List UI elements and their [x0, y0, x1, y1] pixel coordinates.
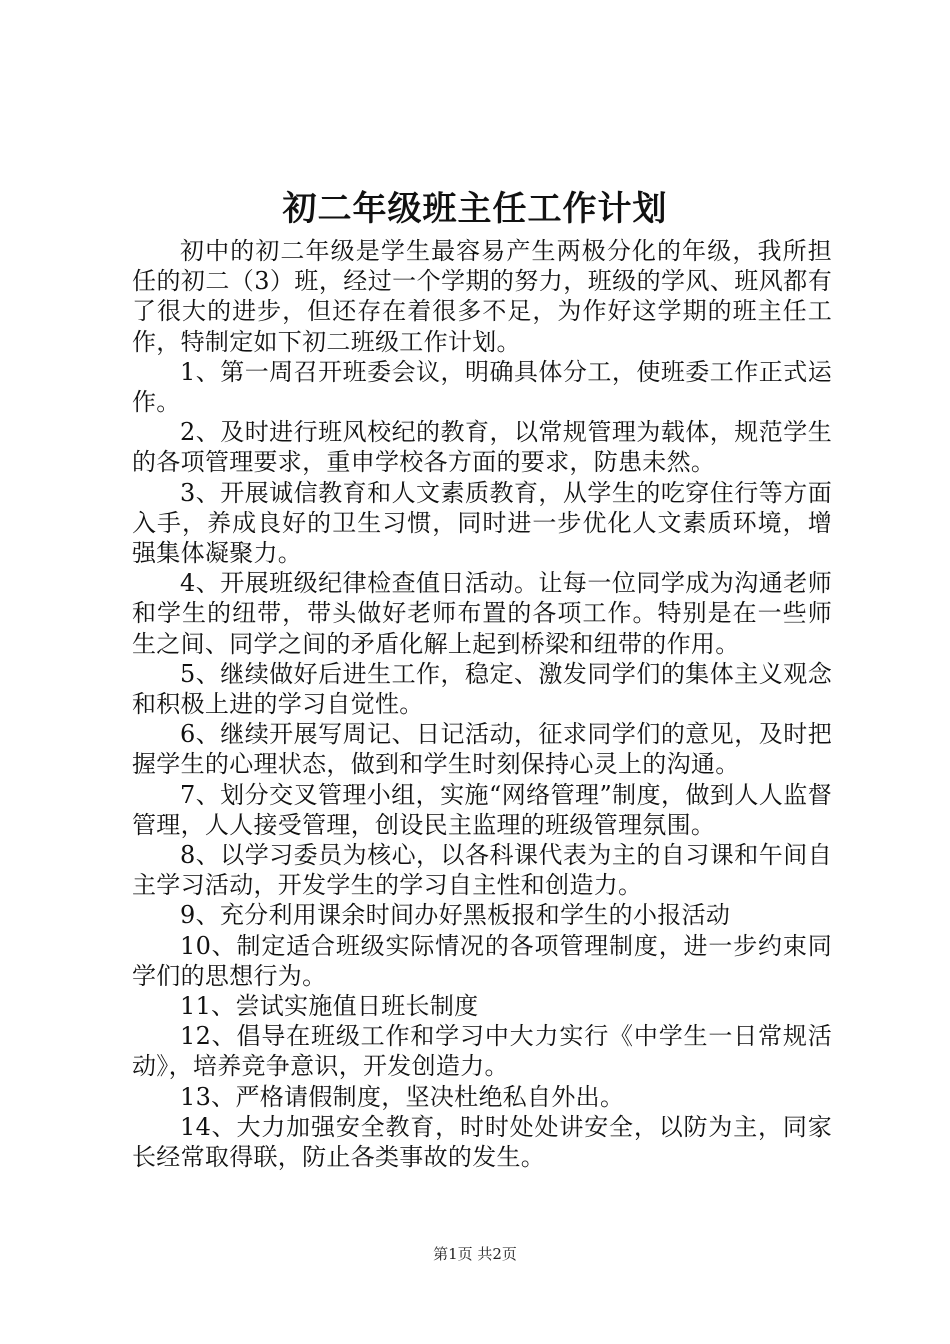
- document-body: [132, 236, 832, 1172]
- plan-item-14: 14、大力加强安全教育，时时处处讲安全，以防为主，同家长经常取得联，防止各类事故的发生。: [132, 1112, 832, 1172]
- plan-item-10: 10、制定适合班级实际情况的各项管理制度，进一步约束同学们的思想行为。: [132, 931, 832, 990]
- document-title: 初二年级班主任工作计划: [282, 189, 668, 229]
- plan-item-6: 6、继续开展写周记、日记活动，征求同学们的意见，及时把握学生的心理状态，做到和学生时刻保持心灵上的沟通。: [132, 720, 832, 779]
- page-number-footer: 第1页 共2页: [433, 1245, 517, 1263]
- plan-item-5: 5、继续做好后进生工作，稳定、激发同学们的集体主义观念和积极上进的学习自觉性。: [132, 659, 832, 719]
- plan-item-13: 13、严格请假制度，坚决杜绝私自外出。: [180, 1082, 625, 1111]
- plan-item-2: 2、及时进行班风校纪的教育，以常规管理为载体，规范学生的各项管理要求，重申学校各方面的要求，防患未然。: [132, 418, 832, 477]
- intro-paragraph: 初中的初二年级是学生最容易产生两极分化的年级，我所担任的初二（3）班，经过一个学期的努力，班级的学风、班风都有了很大的进步，但还存在着很多不足，为作好这学期的班主任工作，特制定如下初二班级工作计划。: [132, 237, 832, 356]
- plan-item-12: 12、倡导在班级工作和学习中大力实行《中学生一日常规活动》，培养竞争意识，开发创造力。: [132, 1022, 832, 1081]
- plan-item-4: 4、开展班级纪律检查值日活动。让每一位同学成为沟通老师和学生的纽带，带头做好老师布置的各项工作。特别是在一些师生之间、同学之间的矛盾化解上起到桥梁和纽带的作用。: [132, 569, 832, 658]
- plan-item-7: 7、划分交叉管理小组，实施“网络管理”制度，做到人人监督管理，人人接受管理，创设民主监理的班级管理氛围。: [132, 780, 832, 839]
- plan-item-11: 11、尝试实施值日班长制度: [180, 992, 479, 1021]
- plan-item-9: 9、充分利用课余时间办好黑板报和学生的小报活动: [180, 901, 731, 930]
- plan-item-8: 8、以学习委员为核心，以各科课代表为主的自习课和午间自主学习活动，开发学生的学习自主性和创造力。: [132, 841, 832, 900]
- plan-item-1: 1、第一周召开班委会议，明确具体分工，使班委工作正式运作。: [132, 357, 832, 417]
- plan-item-3: 3、开展诚信教育和人文素质教育，从学生的吃穿住行等方面入手，养成良好的卫生习惯，同时进一步优化人文素质环境，增强集体凝聚力。: [132, 478, 832, 568]
